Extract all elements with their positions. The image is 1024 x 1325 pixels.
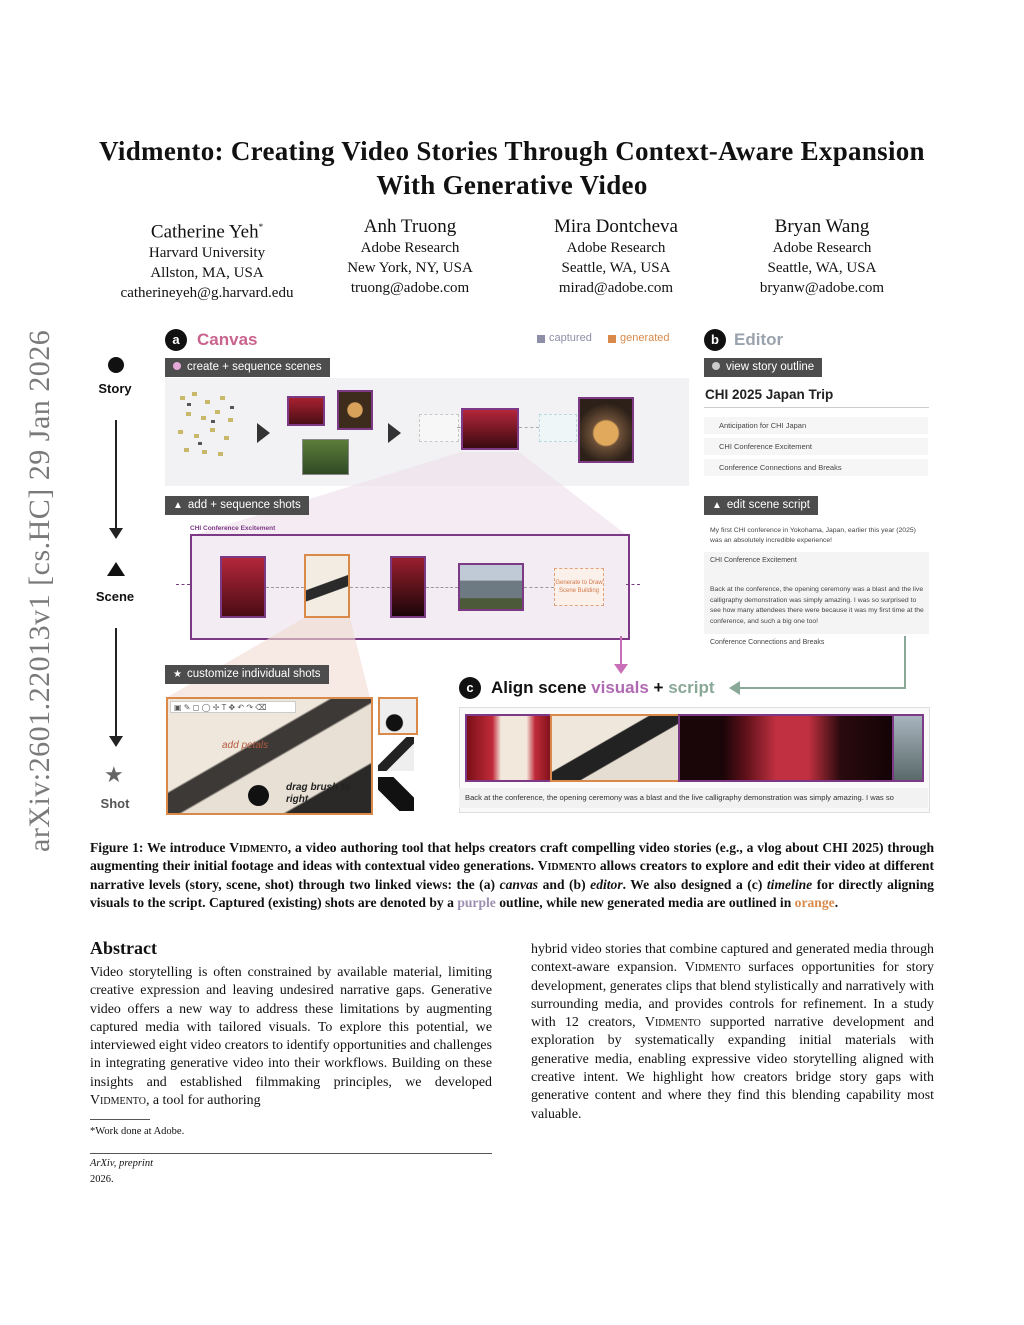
caption-text: . — [834, 894, 839, 910]
annotation-add-petals: add petals — [222, 740, 269, 751]
visuals-arrow-icon — [614, 664, 628, 674]
connector — [426, 587, 458, 588]
author-location: Seattle, WA, USA — [767, 260, 877, 276]
level-axis-line — [115, 628, 117, 740]
triangle-icon: ▲ — [712, 500, 722, 511]
timeline-clip-1[interactable] — [465, 714, 554, 782]
level-scene: Scene — [95, 589, 135, 604]
script-arrow-line — [904, 636, 906, 689]
caption-text: allows creators to explore and edit their video at different narrative levels (story, scene, shot) through two linked views: the (a) — [90, 858, 934, 892]
paper-title: Vidmento: Creating Video Stories Through Context-Aware Expansion With Generative Video — [99, 136, 925, 200]
author-email: truong@adobe.com — [350, 280, 470, 296]
timeline-heading — [491, 678, 715, 698]
author-name: Bryan Wang — [774, 216, 870, 237]
story-title[interactable]: CHI 2025 Japan Trip — [705, 387, 834, 402]
generated-legend: generated — [620, 332, 670, 344]
triangle-icon: ▲ — [173, 500, 183, 511]
author-location: Allston, MA, USA — [150, 265, 264, 282]
tag-create-scenes — [165, 358, 330, 377]
timeline-badge: c — [459, 677, 481, 699]
editor-badge: b — [704, 329, 726, 351]
tag-edit-script — [704, 496, 818, 515]
caption-text: for directly aligning visuals to the script. Captured (existing) shots are denoted by a — [90, 876, 934, 910]
connector — [524, 587, 554, 588]
timeline-script: script — [668, 678, 715, 697]
caption-timeline: timeline — [766, 876, 813, 892]
tag-label: edit scene script — [726, 499, 811, 511]
canvas-label: Canvas — [197, 330, 258, 349]
arxiv-identifier: arXiv:2601.22013v1 [cs.HC] 29 Jan 2026 — [23, 329, 56, 852]
abstract-text: hybrid video stories that combine captured and generated media through context-aware expansion. — [531, 942, 934, 976]
tag-label: add + sequence shots — [187, 499, 301, 511]
author-email: bryanw@adobe.com — [759, 280, 885, 296]
abstract-left-column — [90, 964, 492, 1110]
abstract-text: Video storytelling is often constrained by available material, limiting creative expression and leaving undesired narrative gaps. Generative video offers a new way to address these limitations by augmenting captured media with tailored visuals. To explore this potential, we interviewed eight video creators to identify opportunities and challenges in integrating generative video into their workflows. Building on these insights and established filmmaking principles, we developed — [90, 965, 492, 1090]
editor-label: Editor — [734, 330, 784, 349]
annotation-drag-brush: drag brush to right — [286, 782, 351, 805]
connector — [176, 584, 190, 585]
abstract-heading: Abstract — [90, 938, 157, 958]
zoom-funnel — [187, 452, 630, 536]
caption-text: . We also designed a (c) — [622, 876, 763, 892]
author-location: New York, NY, USA — [347, 260, 473, 276]
caption-canvas: canvas — [499, 876, 539, 892]
variant-thumb-3[interactable] — [378, 777, 414, 811]
abstract-text: surfaces opportunities for story development, generates clips that blend stylistically and narratively with surrounding media, and provides controls for refinement. In a study with 12 creators, — [531, 960, 934, 1031]
author-location: Seattle, WA, USA — [561, 260, 671, 276]
timeline-clip-3[interactable] — [678, 714, 896, 782]
connector — [519, 427, 539, 428]
venue: ArXiv, preprint — [90, 1158, 153, 1169]
outline-item-1[interactable]: Anticipation for CHI Japan — [704, 417, 928, 434]
dot-icon — [712, 362, 720, 370]
author-email: catherineyeh@g.harvard.edu — [120, 285, 294, 302]
timeline-clip-4[interactable] — [892, 714, 924, 782]
shot-thumb-4[interactable] — [458, 563, 524, 611]
author-name: Mira Dontcheva — [554, 216, 678, 237]
scene-thumb-stage — [287, 396, 325, 426]
level-arrow-icon — [109, 736, 123, 747]
star-icon: ★ — [173, 669, 182, 680]
script-scene-title: CHI Conference Excitement — [710, 557, 797, 564]
flow-arrow-icon — [257, 423, 270, 443]
captured-legend: captured — [549, 332, 592, 344]
scene-thumb-ramen — [337, 390, 373, 430]
scene-placeholder — [419, 414, 459, 442]
abstract-system-name: Vidmento — [90, 1093, 146, 1109]
flow-arrow-icon — [388, 423, 401, 443]
generated-legend-swatch — [608, 335, 616, 343]
caption-text: We introduce — [147, 840, 226, 855]
outline-item-3[interactable]: Conference Connections and Breaks — [704, 459, 928, 476]
caption-orange: orange — [794, 894, 835, 910]
shot-thumb-1[interactable] — [220, 556, 266, 618]
abstract-right-column — [531, 941, 934, 1124]
tag-view-outline — [704, 358, 822, 377]
timeline-visuals: visuals — [591, 678, 649, 697]
script-arrow-line — [740, 687, 906, 689]
brush-tip[interactable] — [248, 785, 269, 806]
scene-placeholder — [539, 414, 577, 442]
connector — [350, 587, 390, 588]
tag-label: customize individual shots — [186, 668, 321, 680]
level-shot: Shot — [100, 796, 130, 811]
timeline-plus: + — [653, 678, 664, 697]
caption-system-name: Vidmento — [229, 840, 288, 855]
author-mark: * — [258, 222, 264, 232]
level-story: Story — [98, 381, 132, 396]
script-scene-body[interactable]: Back at the conference, the opening ceremony was a blast and the live calligraphy demonstration was simply amazing. I was so surprised to see how many attendees there were because it was my first time at the conference, and such a big one too! — [710, 586, 924, 625]
author-affiliation: Adobe Research — [566, 240, 666, 256]
tag-add-shots — [165, 496, 309, 515]
scene-header: CHI Conference Excitement — [190, 525, 276, 532]
level-arrow-icon — [109, 528, 123, 539]
timeline-prefix: Align scene — [491, 678, 587, 697]
scene-level-icon — [107, 562, 125, 576]
author-email: mirad@adobe.com — [558, 280, 674, 296]
scene-thumb-ceremony[interactable] — [461, 408, 519, 450]
story-level-icon — [108, 357, 124, 373]
venue-rule — [90, 1153, 492, 1154]
shot-level-star-icon: ★ — [104, 762, 124, 787]
dot-icon — [173, 362, 181, 370]
tag-label: view story outline — [726, 361, 815, 373]
abstract-system-name: Vidmento — [644, 1015, 701, 1031]
variant-thumb-1[interactable] — [378, 697, 418, 735]
script-next-scene[interactable]: Conference Connections and Breaks — [710, 639, 825, 646]
shot-editor-toolbar[interactable]: ▣ ✎ ◻ ◯ ✢ T ✥ ↶ ↷ ⌫ — [170, 701, 296, 713]
tag-customize — [165, 665, 329, 684]
abstract-system-name: Vidmento — [684, 960, 741, 976]
author-name: Catherine Yeh — [150, 221, 259, 243]
caption-label: Figure 1: — [90, 840, 144, 855]
shot-zoom-funnel — [166, 618, 370, 698]
year: 2026. — [90, 1174, 114, 1185]
captured-legend-swatch — [537, 335, 545, 343]
generate-placeholder[interactable]: Generate to Draw Scene Building — [554, 568, 604, 606]
script-intro[interactable]: My first CHI conference in Yokohama, Japan, earlier this year (2025) was an absolutely incredible experience! — [710, 527, 916, 544]
caption-text: and (b) — [542, 876, 586, 892]
author-affiliation: Harvard University — [148, 245, 266, 262]
footnote: *Work done at Adobe. — [90, 1126, 185, 1137]
variant-thumb-2[interactable] — [378, 737, 414, 771]
level-axis-line — [115, 420, 117, 532]
tag-label: create + sequence scenes — [187, 361, 322, 373]
author-affiliation: Adobe Research — [360, 240, 460, 256]
shot-thumb-3[interactable] — [390, 556, 426, 618]
connector — [626, 584, 640, 585]
outline-item-2[interactable]: CHI Conference Excitement — [704, 438, 928, 455]
canvas-badge: a — [165, 329, 187, 351]
divider — [704, 407, 929, 408]
caption-purple: purple — [457, 894, 496, 910]
abstract-text: , a tool for authoring — [145, 1093, 261, 1109]
caption-text: , a video authoring tool that helps creators craft compelling video stories (e.g., a vlog about CHI 2025) through augmenting their initial footage and ideas with contextual video generations. — [90, 840, 934, 874]
caption-text: outline, while new generated media are outlined in — [499, 894, 792, 910]
figure-caption — [90, 839, 934, 912]
caption-system-name: Vidmento — [537, 858, 597, 874]
author-affiliation: Adobe Research — [772, 240, 872, 256]
script-arrow-icon — [729, 681, 740, 695]
footnote-rule — [90, 1119, 150, 1120]
caption-editor: editor — [590, 876, 623, 892]
author-name: Anh Truong — [363, 216, 457, 237]
visuals-arrow-line — [620, 636, 622, 666]
timeline-clip-2-generated[interactable] — [550, 714, 682, 782]
connector — [266, 587, 304, 588]
shot-thumb-2-generated[interactable] — [304, 554, 350, 618]
timeline-script-track[interactable]: Back at the conference, the opening ceremony was a blast and the live calligraphy demonstration was simply amazing. I was so — [459, 788, 928, 808]
abstract-text: supported narrative development and exploration by systematically expanding initial materials with generative media, enabling expressive video storytelling aligned with creative intent. We highlight how creators bridge story gaps with generative content and where they find this blending capability most valuable. — [531, 1015, 934, 1122]
